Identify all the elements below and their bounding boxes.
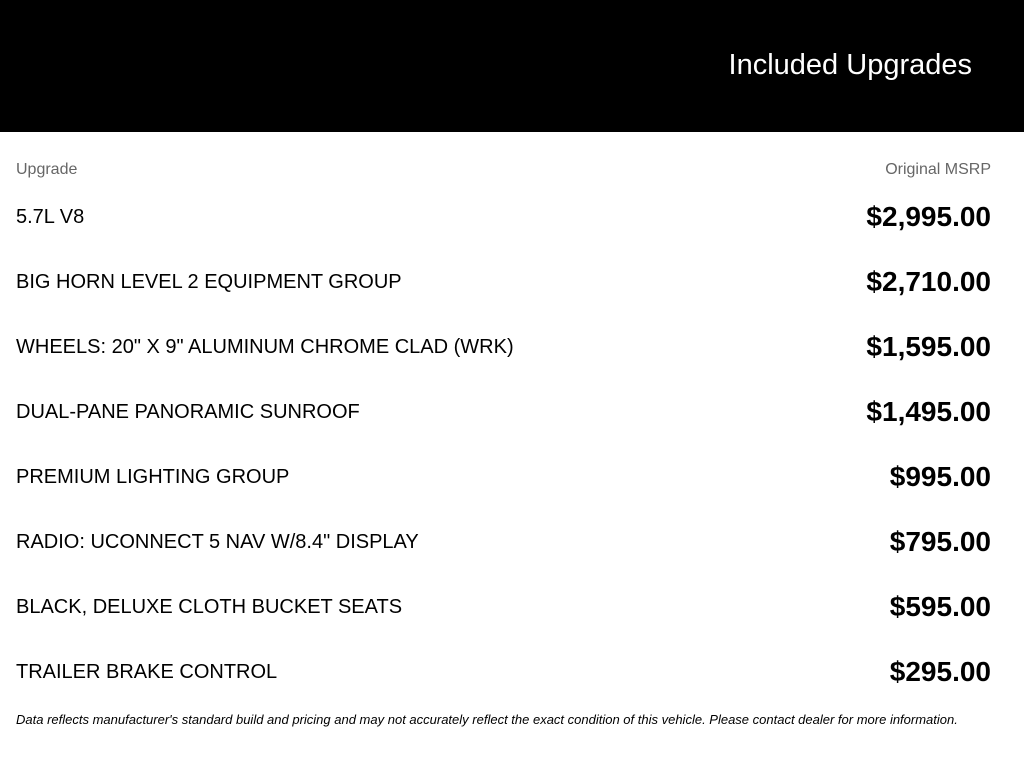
upgrade-price: $795.00 [889, 526, 991, 557]
table-row [16, 266, 991, 340]
upgrade-price: $2,710.00 [866, 266, 991, 297]
upgrade-price: $2,995.00 [866, 201, 991, 232]
upgrade-name: WHEELS: 20" X 9" ALUMINUM CHROME CLAD (WRK) [16, 336, 514, 358]
upgrade-name: DUAL-PANE PANORAMIC SUNROOF [16, 401, 360, 423]
header-banner [0, 0, 1024, 132]
table-row [16, 591, 991, 665]
upgrade-name: TRAILER BRAKE CONTROL [16, 661, 278, 683]
upgrade-price: $1,595.00 [866, 331, 991, 362]
column-header-upgrade: Upgrade [16, 161, 78, 178]
upgrade-name: BLACK, DELUXE CLOTH BUCKET SEATS [16, 596, 403, 618]
table-row [16, 331, 991, 405]
table-header-row [16, 132, 991, 210]
upgrade-price: $1,495.00 [866, 396, 991, 427]
upgrade-name: RADIO: UCONNECT 5 NAV W/8.4" DISPLAY [16, 531, 419, 553]
upgrades-table [16, 132, 991, 730]
upgrade-name: BIG HORN LEVEL 2 EQUIPMENT GROUP [16, 271, 402, 293]
upgrade-price: $595.00 [889, 591, 991, 622]
table-row [16, 461, 991, 535]
table-row [16, 201, 991, 275]
upgrade-price: $295.00 [889, 656, 991, 687]
upgrade-name: 5.7L V8 [16, 206, 85, 228]
upgrade-name: PREMIUM LIGHTING GROUP [16, 466, 290, 488]
upgrade-price: $995.00 [889, 461, 991, 492]
page-title: Included Upgrades [728, 49, 972, 81]
table-row [16, 396, 991, 470]
table-row [16, 526, 991, 600]
disclaimer-text: Data reflects manufacturer's standard build and pricing and may not accurately reflect the exact condition of this vehicle. Please contact dealer for more information. [16, 712, 958, 727]
column-header-msrp: Original MSRP [885, 161, 991, 178]
